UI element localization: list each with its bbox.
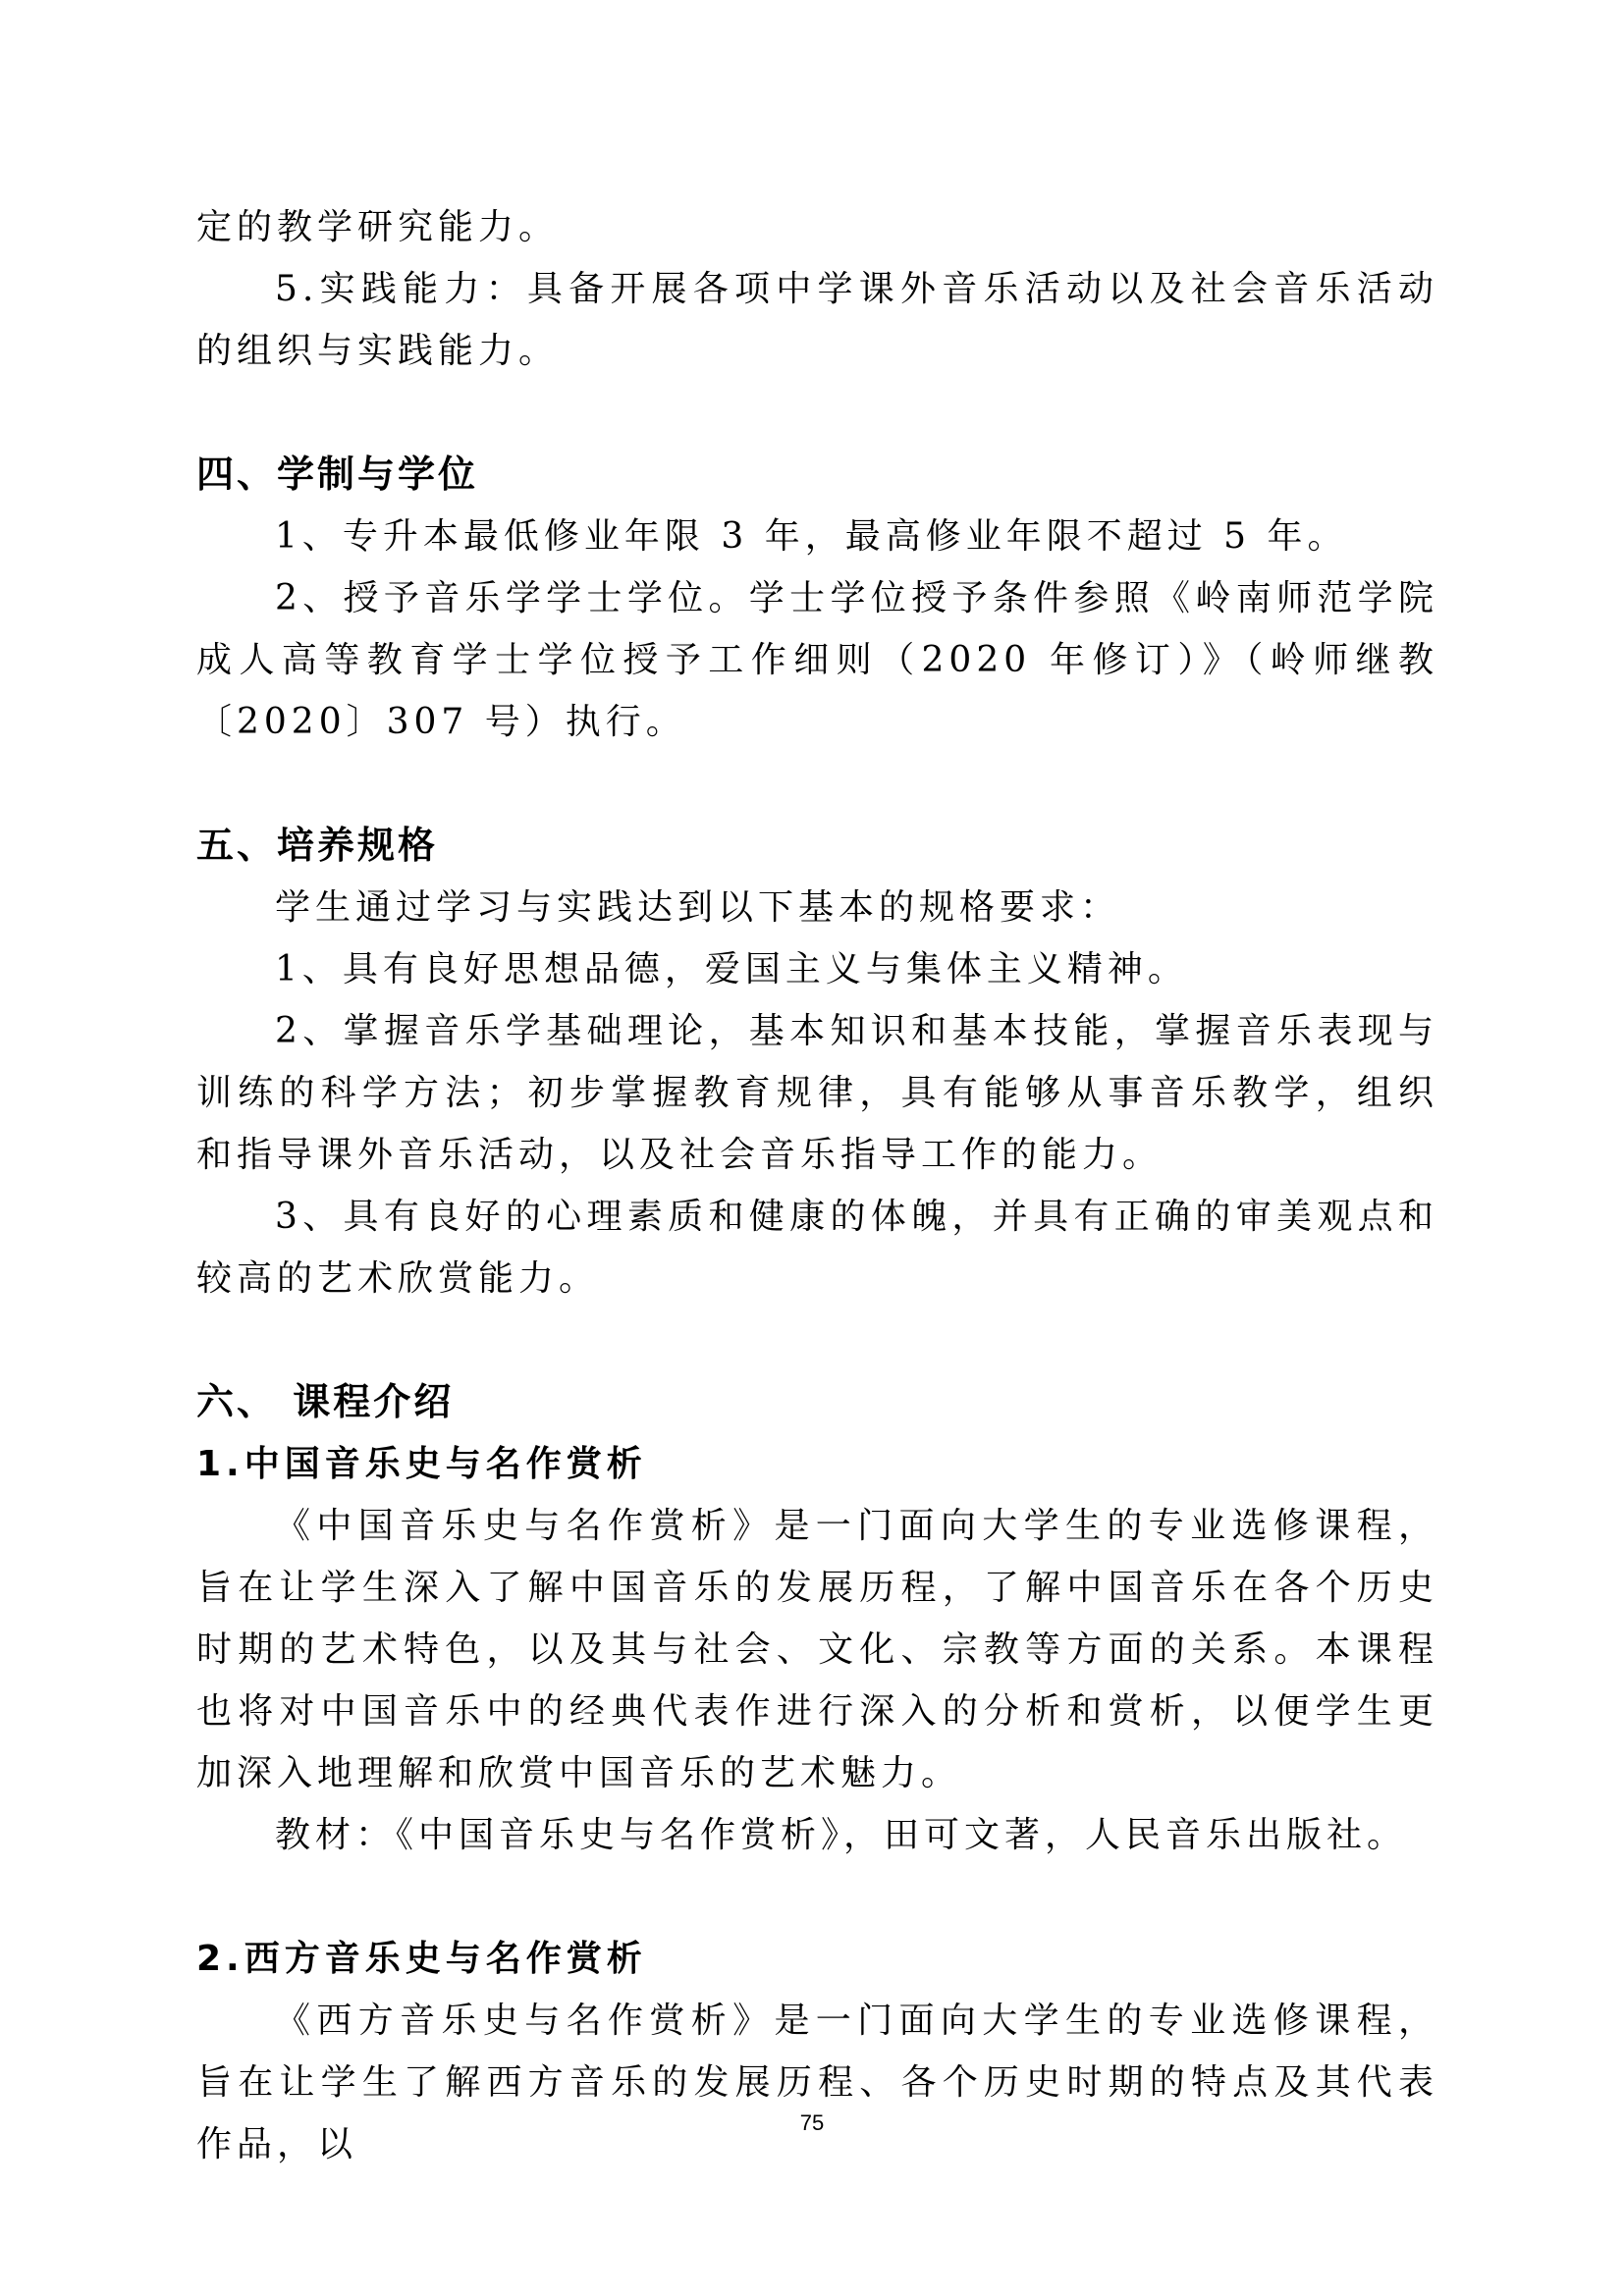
course-2-description: 《西方音乐史与名作赏析》是一门面向大学生的专业选修课程，旨在让学生了解西方音乐的发展历程、各个历史时期的特点及其代表作品，以 (196, 2001, 1438, 2164)
spacer (196, 382, 1438, 444)
course-1-description: 《中国音乐史与名作赏析》是一门面向大学生的专业选修课程，旨在让学生深入了解中国音乐的发展历程，了解中国音乐在各个历史时期的艺术特色，以及其与社会、文化、宗教等方面的关系。本课程也将对中国音乐中的经典代表作进行深入的分析和赏析，以便学生更加深入地理解和欣赏中国音乐的艺术魅力。 (196, 1506, 1438, 1793)
heading-section-4: 四、学制与学位 (196, 453, 479, 496)
heading-section-6: 六、 课程介绍 (196, 1380, 455, 1423)
page-body (196, 196, 1438, 2175)
spacer (196, 1866, 1438, 1928)
paragraph-practice-ability: 5.实践能力：具备开展各项中学课外音乐活动以及社会音乐活动的组织与实践能力。 (196, 269, 1438, 371)
heading-section-5: 五、培养规格 (196, 824, 439, 867)
paragraph-requirement-2: 2、掌握音乐学基础理论，基本知识和基本技能，掌握音乐表现与训练的科学方法；初步掌握教育规律，具有能够从事音乐教学，组织和指导课外音乐活动，以及社会音乐指导工作的能力。 (196, 1011, 1438, 1175)
course-2-title: 2.西方音乐史与名作赏析 (196, 1939, 647, 1979)
paragraph-study-years: 1、专升本最低修业年限 3 年，最高修业年限不超过 5 年。 (275, 516, 1348, 557)
course-1-title: 1.中国音乐史与名作赏析 (196, 1444, 647, 1484)
spacer (196, 1309, 1438, 1371)
page-number: 75 (799, 2110, 825, 2135)
spacer (196, 753, 1438, 815)
paragraph-requirements-intro: 学生通过学习与实践达到以下基本的规格要求： (275, 887, 1121, 928)
course-1-textbook: 教材：《中国音乐史与名作赏析》，田可文著，人民音乐出版社。 (275, 1815, 1408, 1855)
paragraph-degree: 2、授予音乐学学士学位。学士学位授予条件参照《岭南师范学院成人高等教育学士学位授予工作细则（2020 年修订）》（岭师继教〔2020〕307 号）执行。 (196, 578, 1438, 742)
paragraph-requirement-3: 3、具有良好的心理素质和健康的体魄，并具有正确的审美观点和较高的艺术欣赏能力。 (196, 1197, 1438, 1299)
paragraph-teaching-research: 定的教学研究能力。 (196, 207, 560, 247)
paragraph-requirement-1: 1、具有良好思想品德，爱国主义与集体主义精神。 (275, 949, 1188, 989)
